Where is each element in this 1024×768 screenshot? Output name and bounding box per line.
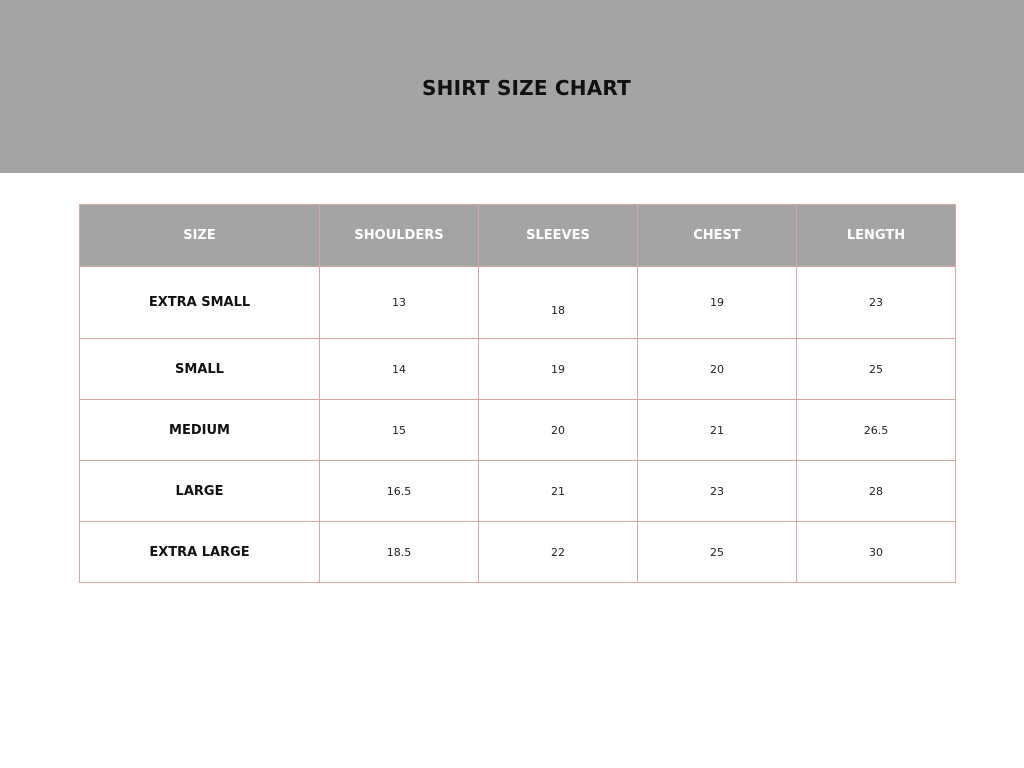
sleeves-value: 21 — [479, 461, 638, 522]
column-header-sleeves: SLEEVES — [479, 205, 638, 267]
shoulders-value: 18.5 — [320, 522, 479, 583]
column-header-chest: CHEST — [638, 205, 797, 267]
size-label: EXTRA LARGE — [80, 522, 320, 583]
shoulders-value: 16.5 — [320, 461, 479, 522]
column-header-length: LENGTH — [797, 205, 956, 267]
table-row — [80, 267, 956, 339]
length-value: 28 — [797, 461, 956, 522]
chest-value: 23 — [638, 461, 797, 522]
size-label: SMALL — [80, 339, 320, 400]
table-header-row — [80, 205, 956, 267]
shoulders-value: 14 — [320, 339, 479, 400]
length-value: 25 — [797, 339, 956, 400]
length-value: 30 — [797, 522, 956, 583]
table-row — [80, 400, 956, 461]
sleeves-value: 19 — [479, 339, 638, 400]
column-header-shoulders: SHOULDERS — [320, 205, 479, 267]
size-label: LARGE — [80, 461, 320, 522]
length-value: 23 — [797, 267, 956, 339]
table-row — [80, 461, 956, 522]
table-row — [80, 339, 956, 400]
size-label: EXTRA SMALL — [80, 267, 320, 339]
table-row — [80, 522, 956, 583]
shoulders-value: 15 — [320, 400, 479, 461]
chest-value: 19 — [638, 267, 797, 339]
size-chart-table — [79, 204, 956, 583]
sleeves-value-text: 18 — [551, 304, 565, 317]
shoulders-value: 13 — [320, 267, 479, 339]
sleeves-value — [479, 267, 638, 339]
size-label: MEDIUM — [80, 400, 320, 461]
length-value: 26.5 — [797, 400, 956, 461]
chest-value: 21 — [638, 400, 797, 461]
chest-value: 25 — [638, 522, 797, 583]
sleeves-value: 22 — [479, 522, 638, 583]
chest-value: 20 — [638, 339, 797, 400]
sleeves-value: 20 — [479, 400, 638, 461]
column-header-size: SIZE — [80, 205, 320, 267]
page-title: SHIRT SIZE CHART — [422, 76, 631, 100]
